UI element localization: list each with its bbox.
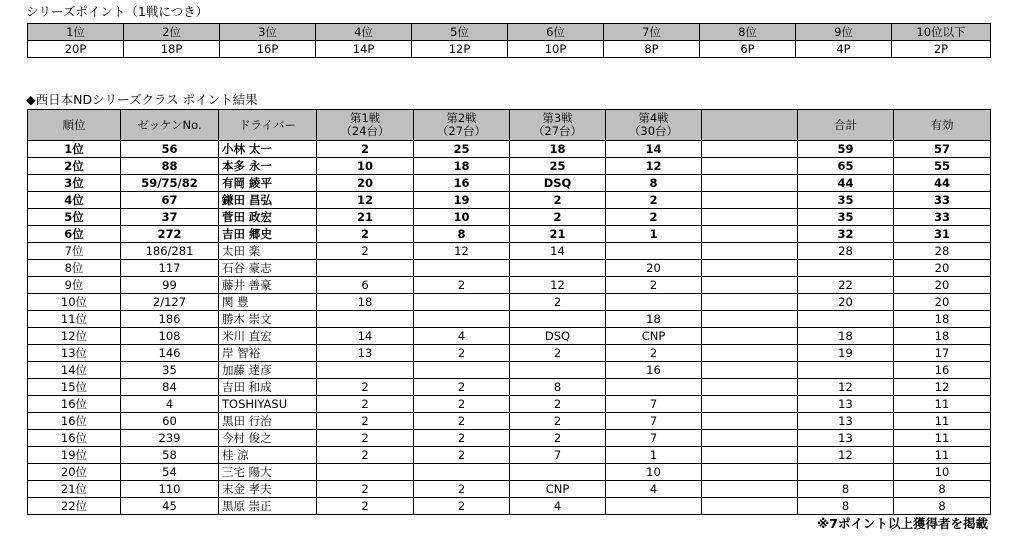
series-points-rank-row bbox=[28, 24, 991, 41]
results-row bbox=[28, 328, 991, 345]
blank-cell bbox=[702, 311, 798, 328]
blank-cell bbox=[702, 464, 798, 481]
results-title: ◆西日本NDシリーズクラス ポイント結果 bbox=[26, 92, 258, 107]
driver-cell: 三宅 陽大 bbox=[219, 464, 317, 481]
rank-cell: 8位 bbox=[700, 24, 796, 41]
number-cell: 88 bbox=[121, 158, 219, 175]
rank-cell: 9位 bbox=[28, 277, 121, 294]
rank-cell: 4位 bbox=[316, 24, 412, 41]
total-cell: 19 bbox=[798, 345, 894, 362]
points-cell: 8P bbox=[604, 41, 700, 58]
results-table bbox=[27, 109, 991, 515]
rank-cell: 19位 bbox=[28, 447, 121, 464]
blank-cell bbox=[702, 192, 798, 209]
driver-cell: 黒原 崇正 bbox=[219, 498, 317, 515]
number-cell: 239 bbox=[121, 430, 219, 447]
results-row bbox=[28, 226, 991, 243]
points-cell: 18P bbox=[124, 41, 220, 58]
rank-cell: 13位 bbox=[28, 345, 121, 362]
valid-cell: 8 bbox=[894, 498, 991, 515]
round-2-cell bbox=[414, 260, 510, 277]
header-driver: ドライバー bbox=[219, 110, 317, 141]
round-3-cell: 14 bbox=[510, 243, 606, 260]
results-row bbox=[28, 141, 991, 158]
results-row bbox=[28, 311, 991, 328]
round-1-cell: 2 bbox=[317, 447, 414, 464]
blank-cell bbox=[702, 175, 798, 192]
number-cell: 60 bbox=[121, 413, 219, 430]
blank-cell bbox=[702, 447, 798, 464]
round-4-cell: 18 bbox=[606, 311, 702, 328]
results-body bbox=[28, 141, 991, 515]
rank-cell: 8位 bbox=[28, 260, 121, 277]
rank-cell: 5位 bbox=[28, 209, 121, 226]
blank-cell bbox=[702, 328, 798, 345]
driver-cell: 勝木 崇文 bbox=[219, 311, 317, 328]
number-cell: 56 bbox=[121, 141, 219, 158]
round-3-cell: 2 bbox=[510, 209, 606, 226]
round-3-cell: 12 bbox=[510, 277, 606, 294]
round-2-cell: 2 bbox=[414, 345, 510, 362]
total-cell: 28 bbox=[798, 243, 894, 260]
number-cell: 146 bbox=[121, 345, 219, 362]
results-row bbox=[28, 192, 991, 209]
points-cell: 14P bbox=[316, 41, 412, 58]
rank-cell: 16位 bbox=[28, 396, 121, 413]
rank-cell: 3位 bbox=[28, 175, 121, 192]
points-cell: 12P bbox=[412, 41, 508, 58]
header-round-4-name: 第4戦 bbox=[638, 111, 669, 125]
number-cell: 186 bbox=[121, 311, 219, 328]
round-2-cell bbox=[414, 294, 510, 311]
header-round-3 bbox=[510, 110, 606, 141]
driver-cell: 有岡 綾平 bbox=[219, 175, 317, 192]
round-3-cell: DSQ bbox=[510, 175, 606, 192]
driver-cell: 本多 永一 bbox=[219, 158, 317, 175]
round-1-cell: 14 bbox=[317, 328, 414, 345]
rank-cell: 3位 bbox=[220, 24, 316, 41]
valid-cell: 8 bbox=[894, 481, 991, 498]
valid-cell: 20 bbox=[894, 294, 991, 311]
valid-cell: 18 bbox=[894, 311, 991, 328]
blank-cell bbox=[702, 430, 798, 447]
round-2-cell bbox=[414, 464, 510, 481]
driver-cell: 岸 智裕 bbox=[219, 345, 317, 362]
round-2-cell: 10 bbox=[414, 209, 510, 226]
valid-cell: 20 bbox=[894, 277, 991, 294]
round-1-cell: 2 bbox=[317, 396, 414, 413]
header-round-1-name: 第1戦 bbox=[349, 111, 381, 125]
rank-cell: 14位 bbox=[28, 362, 121, 379]
round-1-cell: 2 bbox=[317, 481, 414, 498]
rank-cell: 15位 bbox=[28, 379, 121, 396]
round-3-cell bbox=[510, 260, 606, 277]
valid-cell: 16 bbox=[894, 362, 991, 379]
valid-cell: 18 bbox=[894, 328, 991, 345]
results-row bbox=[28, 260, 991, 277]
round-1-cell: 2 bbox=[317, 141, 414, 158]
round-4-cell: 4 bbox=[606, 481, 702, 498]
round-1-cell: 13 bbox=[317, 345, 414, 362]
rank-cell: 20位 bbox=[28, 464, 121, 481]
number-cell: 186/281 bbox=[121, 243, 219, 260]
number-cell: 37 bbox=[121, 209, 219, 226]
round-3-cell: 2 bbox=[510, 345, 606, 362]
rank-cell: 22位 bbox=[28, 498, 121, 515]
blank-cell bbox=[702, 277, 798, 294]
number-cell: 4 bbox=[121, 396, 219, 413]
points-cell: 6P bbox=[700, 41, 796, 58]
total-cell: 32 bbox=[798, 226, 894, 243]
driver-cell: 吉田 郷史 bbox=[219, 226, 317, 243]
number-cell: 108 bbox=[121, 328, 219, 345]
number-cell: 99 bbox=[121, 277, 219, 294]
valid-cell: 33 bbox=[894, 209, 991, 226]
valid-cell: 44 bbox=[894, 175, 991, 192]
driver-cell: 菅田 政宏 bbox=[219, 209, 317, 226]
rank-cell: 12位 bbox=[28, 328, 121, 345]
round-2-cell bbox=[414, 311, 510, 328]
round-4-cell: 12 bbox=[606, 158, 702, 175]
round-3-cell: 18 bbox=[510, 141, 606, 158]
number-cell: 67 bbox=[121, 192, 219, 209]
rank-cell: 5位 bbox=[412, 24, 508, 41]
round-2-cell: 8 bbox=[414, 226, 510, 243]
driver-cell: 末金 孝夫 bbox=[219, 481, 317, 498]
round-2-cell bbox=[414, 362, 510, 379]
driver-cell: 吉田 和成 bbox=[219, 379, 317, 396]
round-1-cell: 2 bbox=[317, 430, 414, 447]
valid-cell: 20 bbox=[894, 260, 991, 277]
total-cell: 65 bbox=[798, 158, 894, 175]
round-1-cell: 10 bbox=[317, 158, 414, 175]
points-cell: 16P bbox=[220, 41, 316, 58]
round-4-cell bbox=[606, 294, 702, 311]
total-cell: 12 bbox=[798, 447, 894, 464]
round-1-cell bbox=[317, 311, 414, 328]
total-cell: 13 bbox=[798, 396, 894, 413]
valid-cell: 57 bbox=[894, 141, 991, 158]
round-4-cell: 8 bbox=[606, 175, 702, 192]
header-round-3-entries: （27台） bbox=[532, 124, 583, 138]
number-cell: 45 bbox=[121, 498, 219, 515]
results-row bbox=[28, 464, 991, 481]
driver-cell: 関 豊 bbox=[219, 294, 317, 311]
results-row bbox=[28, 430, 991, 447]
blank-cell bbox=[702, 260, 798, 277]
driver-cell: 桂 涼 bbox=[219, 447, 317, 464]
series-points-title: シリーズポイント（1戦につき） bbox=[26, 4, 209, 19]
blank-cell bbox=[702, 294, 798, 311]
header-round-2 bbox=[414, 110, 510, 141]
results-header-row bbox=[28, 110, 991, 141]
rank-cell: 16位 bbox=[28, 430, 121, 447]
blank-cell bbox=[702, 141, 798, 158]
rank-cell: 1位 bbox=[28, 141, 121, 158]
valid-cell: 33 bbox=[894, 192, 991, 209]
results-row bbox=[28, 379, 991, 396]
round-1-cell: 6 bbox=[317, 277, 414, 294]
round-4-cell: 7 bbox=[606, 413, 702, 430]
round-2-cell: 2 bbox=[414, 413, 510, 430]
rank-cell: 10位 bbox=[28, 294, 121, 311]
round-4-cell bbox=[606, 243, 702, 260]
round-1-cell: 12 bbox=[317, 192, 414, 209]
total-cell: 44 bbox=[798, 175, 894, 192]
round-4-cell: 2 bbox=[606, 192, 702, 209]
header-rank: 順位 bbox=[28, 110, 121, 141]
total-cell: 59 bbox=[798, 141, 894, 158]
driver-cell: 小林 太一 bbox=[219, 141, 317, 158]
results-row bbox=[28, 413, 991, 430]
total-cell: 20 bbox=[798, 294, 894, 311]
round-2-cell: 2 bbox=[414, 430, 510, 447]
round-2-cell: 4 bbox=[414, 328, 510, 345]
round-4-cell bbox=[606, 498, 702, 515]
rank-cell: 2位 bbox=[28, 158, 121, 175]
round-2-cell: 2 bbox=[414, 481, 510, 498]
series-points-value-row bbox=[28, 41, 991, 58]
round-3-cell: 2 bbox=[510, 192, 606, 209]
rank-cell: 9位 bbox=[796, 24, 892, 41]
valid-cell: 55 bbox=[894, 158, 991, 175]
driver-cell: 藤井 善豪 bbox=[219, 277, 317, 294]
blank-cell bbox=[702, 362, 798, 379]
header-round-4 bbox=[606, 110, 702, 141]
round-4-cell: CNP bbox=[606, 328, 702, 345]
valid-cell: 12 bbox=[894, 379, 991, 396]
results-row bbox=[28, 158, 991, 175]
round-4-cell: 7 bbox=[606, 396, 702, 413]
header-round-3-name: 第3戦 bbox=[542, 111, 573, 125]
round-4-cell: 1 bbox=[606, 447, 702, 464]
results-row bbox=[28, 294, 991, 311]
total-cell: 8 bbox=[798, 481, 894, 498]
points-cell: 4P bbox=[796, 41, 892, 58]
driver-cell: TOSHIYASU bbox=[219, 396, 317, 413]
rank-cell: 16位 bbox=[28, 413, 121, 430]
results-row bbox=[28, 447, 991, 464]
round-4-cell: 1 bbox=[606, 226, 702, 243]
points-cell: 20P bbox=[28, 41, 124, 58]
blank-cell bbox=[702, 379, 798, 396]
round-1-cell: 18 bbox=[317, 294, 414, 311]
total-cell bbox=[798, 260, 894, 277]
header-blank bbox=[702, 110, 798, 141]
driver-cell: 黒田 行治 bbox=[219, 413, 317, 430]
total-cell bbox=[798, 362, 894, 379]
rank-cell: 1位 bbox=[28, 24, 124, 41]
valid-cell: 11 bbox=[894, 447, 991, 464]
round-3-cell: 2 bbox=[510, 294, 606, 311]
footnote: ※7ポイント以上獲得者を掲載 bbox=[817, 516, 988, 531]
round-4-cell: 7 bbox=[606, 430, 702, 447]
driver-cell: 米川 直宏 bbox=[219, 328, 317, 345]
rank-cell: 4位 bbox=[28, 192, 121, 209]
round-3-cell: 2 bbox=[510, 430, 606, 447]
round-4-cell: 14 bbox=[606, 141, 702, 158]
valid-cell: 17 bbox=[894, 345, 991, 362]
rank-cell: 7位 bbox=[604, 24, 700, 41]
round-2-cell: 12 bbox=[414, 243, 510, 260]
header-round-1-entries: （24台） bbox=[340, 124, 390, 138]
round-2-cell: 16 bbox=[414, 175, 510, 192]
round-1-cell bbox=[317, 260, 414, 277]
valid-cell: 11 bbox=[894, 396, 991, 413]
round-3-cell: 4 bbox=[510, 498, 606, 515]
points-cell: 2P bbox=[892, 41, 991, 58]
total-cell: 8 bbox=[798, 498, 894, 515]
rank-cell: 6位 bbox=[508, 24, 604, 41]
round-1-cell: 21 bbox=[317, 209, 414, 226]
valid-cell: 28 bbox=[894, 243, 991, 260]
number-cell: 84 bbox=[121, 379, 219, 396]
round-3-cell: DSQ bbox=[510, 328, 606, 345]
total-cell: 35 bbox=[798, 209, 894, 226]
series-points-table bbox=[27, 23, 991, 58]
results-row bbox=[28, 209, 991, 226]
number-cell: 35 bbox=[121, 362, 219, 379]
total-cell: 13 bbox=[798, 413, 894, 430]
round-3-cell: 25 bbox=[510, 158, 606, 175]
round-4-cell: 20 bbox=[606, 260, 702, 277]
blank-cell bbox=[702, 498, 798, 515]
total-cell: 22 bbox=[798, 277, 894, 294]
total-cell: 12 bbox=[798, 379, 894, 396]
total-cell bbox=[798, 464, 894, 481]
driver-cell: 石谷 豪志 bbox=[219, 260, 317, 277]
driver-cell: 今村 俊之 bbox=[219, 430, 317, 447]
round-2-cell: 2 bbox=[414, 379, 510, 396]
round-3-cell bbox=[510, 311, 606, 328]
round-3-cell: 8 bbox=[510, 379, 606, 396]
rank-cell: 7位 bbox=[28, 243, 121, 260]
round-2-cell: 2 bbox=[414, 277, 510, 294]
blank-cell bbox=[702, 209, 798, 226]
blank-cell bbox=[702, 396, 798, 413]
header-round-2-name: 第2戦 bbox=[446, 111, 477, 125]
round-3-cell: 21 bbox=[510, 226, 606, 243]
points-cell: 10P bbox=[508, 41, 604, 58]
total-cell: 13 bbox=[798, 430, 894, 447]
blank-cell bbox=[702, 226, 798, 243]
results-row bbox=[28, 481, 991, 498]
rank-cell: 6位 bbox=[28, 226, 121, 243]
round-3-cell: 7 bbox=[510, 447, 606, 464]
round-2-cell: 18 bbox=[414, 158, 510, 175]
round-4-cell: 2 bbox=[606, 277, 702, 294]
round-1-cell: 2 bbox=[317, 226, 414, 243]
number-cell: 272 bbox=[121, 226, 219, 243]
blank-cell bbox=[702, 158, 798, 175]
rank-cell: 11位 bbox=[28, 311, 121, 328]
blank-cell bbox=[702, 413, 798, 430]
round-4-cell: 2 bbox=[606, 209, 702, 226]
results-row bbox=[28, 345, 991, 362]
round-1-cell: 2 bbox=[317, 379, 414, 396]
round-2-cell: 2 bbox=[414, 498, 510, 515]
round-4-cell: 2 bbox=[606, 345, 702, 362]
round-4-cell: 10 bbox=[606, 464, 702, 481]
rank-cell: 2位 bbox=[124, 24, 220, 41]
round-3-cell: CNP bbox=[510, 481, 606, 498]
results-row bbox=[28, 498, 991, 515]
round-1-cell bbox=[317, 362, 414, 379]
valid-cell: 11 bbox=[894, 430, 991, 447]
header-valid: 有効 bbox=[894, 110, 991, 141]
driver-cell: 鎌田 昌弘 bbox=[219, 192, 317, 209]
blank-cell bbox=[702, 243, 798, 260]
header-total: 合計 bbox=[798, 110, 894, 141]
valid-cell: 11 bbox=[894, 413, 991, 430]
rank-cell: 10位以下 bbox=[892, 24, 991, 41]
round-1-cell: 2 bbox=[317, 498, 414, 515]
total-cell: 35 bbox=[798, 192, 894, 209]
valid-cell: 10 bbox=[894, 464, 991, 481]
results-row bbox=[28, 277, 991, 294]
driver-cell: 加藤 達彦 bbox=[219, 362, 317, 379]
valid-cell: 31 bbox=[894, 226, 991, 243]
header-round-4-entries: （30台） bbox=[628, 124, 679, 138]
number-cell: 2/127 bbox=[121, 294, 219, 311]
total-cell: 18 bbox=[798, 328, 894, 345]
round-1-cell: 2 bbox=[317, 413, 414, 430]
round-3-cell bbox=[510, 464, 606, 481]
blank-cell bbox=[702, 345, 798, 362]
results-row bbox=[28, 396, 991, 413]
total-cell bbox=[798, 311, 894, 328]
round-3-cell: 2 bbox=[510, 413, 606, 430]
number-cell: 117 bbox=[121, 260, 219, 277]
round-1-cell bbox=[317, 464, 414, 481]
blank-cell bbox=[702, 481, 798, 498]
round-3-cell: 2 bbox=[510, 396, 606, 413]
round-1-cell: 2 bbox=[317, 243, 414, 260]
header-number: ゼッケンNo. bbox=[121, 110, 219, 141]
round-4-cell: 16 bbox=[606, 362, 702, 379]
number-cell: 54 bbox=[121, 464, 219, 481]
number-cell: 59/75/82 bbox=[121, 175, 219, 192]
round-1-cell: 20 bbox=[317, 175, 414, 192]
number-cell: 110 bbox=[121, 481, 219, 498]
round-2-cell: 25 bbox=[414, 141, 510, 158]
number-cell: 58 bbox=[121, 447, 219, 464]
results-row bbox=[28, 175, 991, 192]
driver-cell: 太田 楽 bbox=[219, 243, 317, 260]
round-4-cell bbox=[606, 379, 702, 396]
results-row bbox=[28, 243, 991, 260]
results-row bbox=[28, 362, 991, 379]
rank-cell: 21位 bbox=[28, 481, 121, 498]
header-round-2-entries: （27台） bbox=[436, 124, 487, 138]
round-2-cell: 2 bbox=[414, 447, 510, 464]
round-2-cell: 19 bbox=[414, 192, 510, 209]
round-2-cell: 2 bbox=[414, 396, 510, 413]
header-round-1 bbox=[317, 110, 414, 141]
round-3-cell bbox=[510, 362, 606, 379]
